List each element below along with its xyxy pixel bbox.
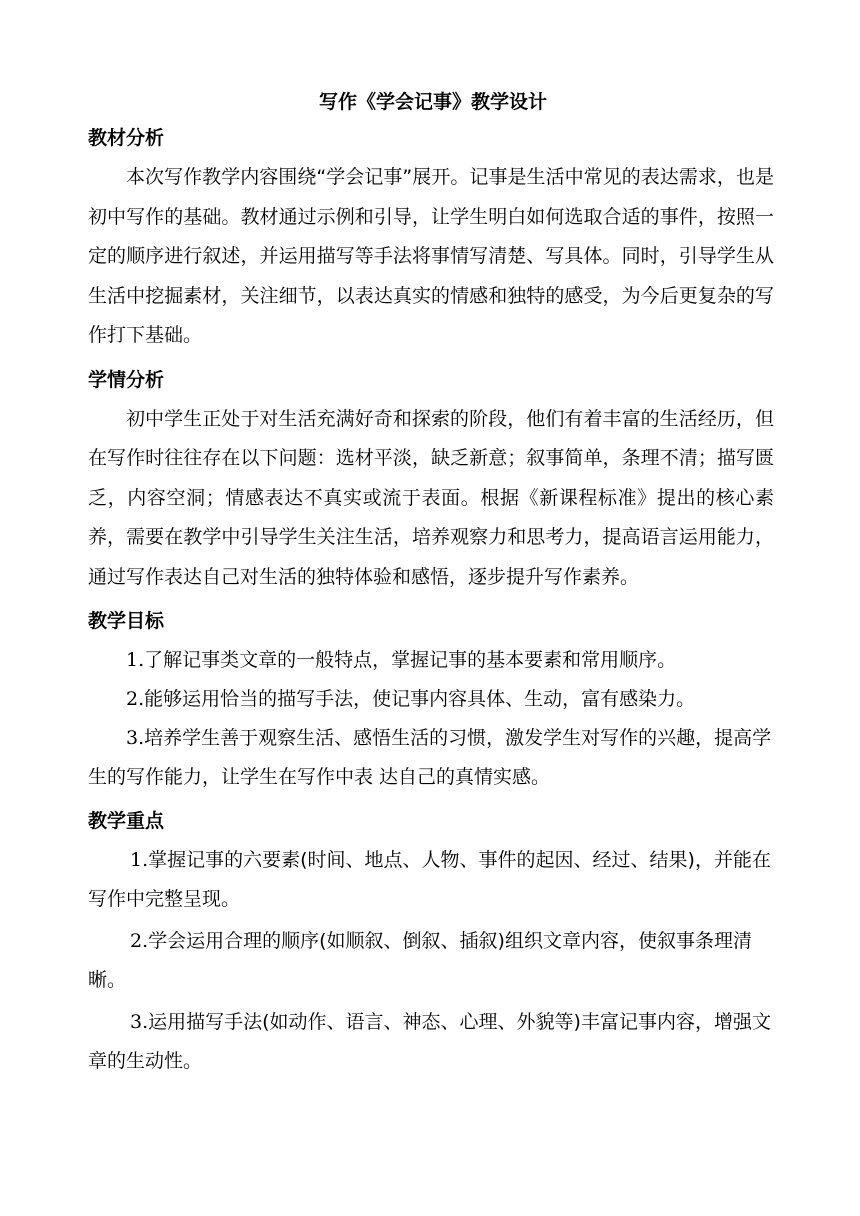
- key-point-number: 2.: [130, 930, 149, 952]
- key-point-item: [88, 841, 774, 919]
- section-heading-goals: 教学目标: [88, 610, 165, 632]
- goal-text: 培养学生善于观察生活、感悟生活的习惯，激发学生对写作的兴趣，提高学生的写作能力，让学生在写作中表 达自己的真情实感。: [88, 727, 772, 788]
- goal-number: 2.: [126, 688, 145, 710]
- goal-number: 1.: [126, 649, 145, 671]
- section-heading-students: 学情分析: [88, 368, 165, 391]
- students-paragraph: 初中学生正处于对生活充满好奇和探索的阶段，他们有着丰富的生活经历，但在写作时往往存在以下问题：选材平淡，缺乏新意；叙事简单，条理不清；描写匮乏，内容空洞；情感表达不真实或流于表面。根据《新课程标准》提出的核心素养，需要在教学中引导学生关注生活，培养观察力和思考力，提高语言运用能力，通过写作表达自己对生活的独特体验和感悟，逐步提升写作素养。: [88, 407, 774, 588]
- section-students: [88, 366, 774, 598]
- section-heading-materials: 教材分析: [88, 127, 165, 149]
- key-point-number: 1.: [130, 849, 149, 871]
- key-point-text: 运用描写手法(如动作、语言、神态、心理、外貌等)丰富记事内容，增强文章的生动性。: [88, 1011, 771, 1072]
- key-point-item: [88, 922, 774, 1000]
- key-point-text: 掌握记事的六要素(时间、地点、人物、事件的起因、经过、结果)，并能在写作中完整呈现。: [88, 849, 771, 910]
- goal-item: [88, 680, 774, 719]
- key-point-text: 学会运用合理的顺序(如顺叙、倒叙、插叙)组织文章内容，使叙事条理清晰。: [88, 930, 752, 991]
- document-title: 写作《学会记事》教学设计: [318, 91, 547, 113]
- goal-text: 了解记事类文章的一般特点，掌握记事的基本要素和常用顺序。: [144, 649, 677, 671]
- goal-number: 3.: [126, 727, 145, 749]
- section-heading-key-points: 教学重点: [88, 810, 165, 832]
- goal-text: 能够运用恰当的描写手法，使记事内容具体、生动，富有感染力。: [144, 688, 696, 710]
- goal-item: [88, 641, 774, 680]
- section-key-points: [88, 807, 774, 1081]
- key-point-item: [88, 1003, 774, 1081]
- key-point-number: 3.: [130, 1011, 149, 1033]
- document-page: [88, 88, 774, 1084]
- materials-paragraph: 本次写作教学内容围绕“学会记事”展开。记事是生活中常见的表达需求，也是初中写作的基础。教材通过示例和引导，让学生明白如何选取合适的事件，按照一定的顺序进行叙述，并运用描写等手法将事情写清楚、写具体。同时，引导学生从生活中挖掘素材，关注细节，以表达真实的情感和独特的感受，为今后更复杂的写作打下基础。: [88, 166, 774, 346]
- goal-item: [88, 719, 774, 797]
- section-materials: [88, 124, 774, 356]
- section-goals: [88, 607, 774, 797]
